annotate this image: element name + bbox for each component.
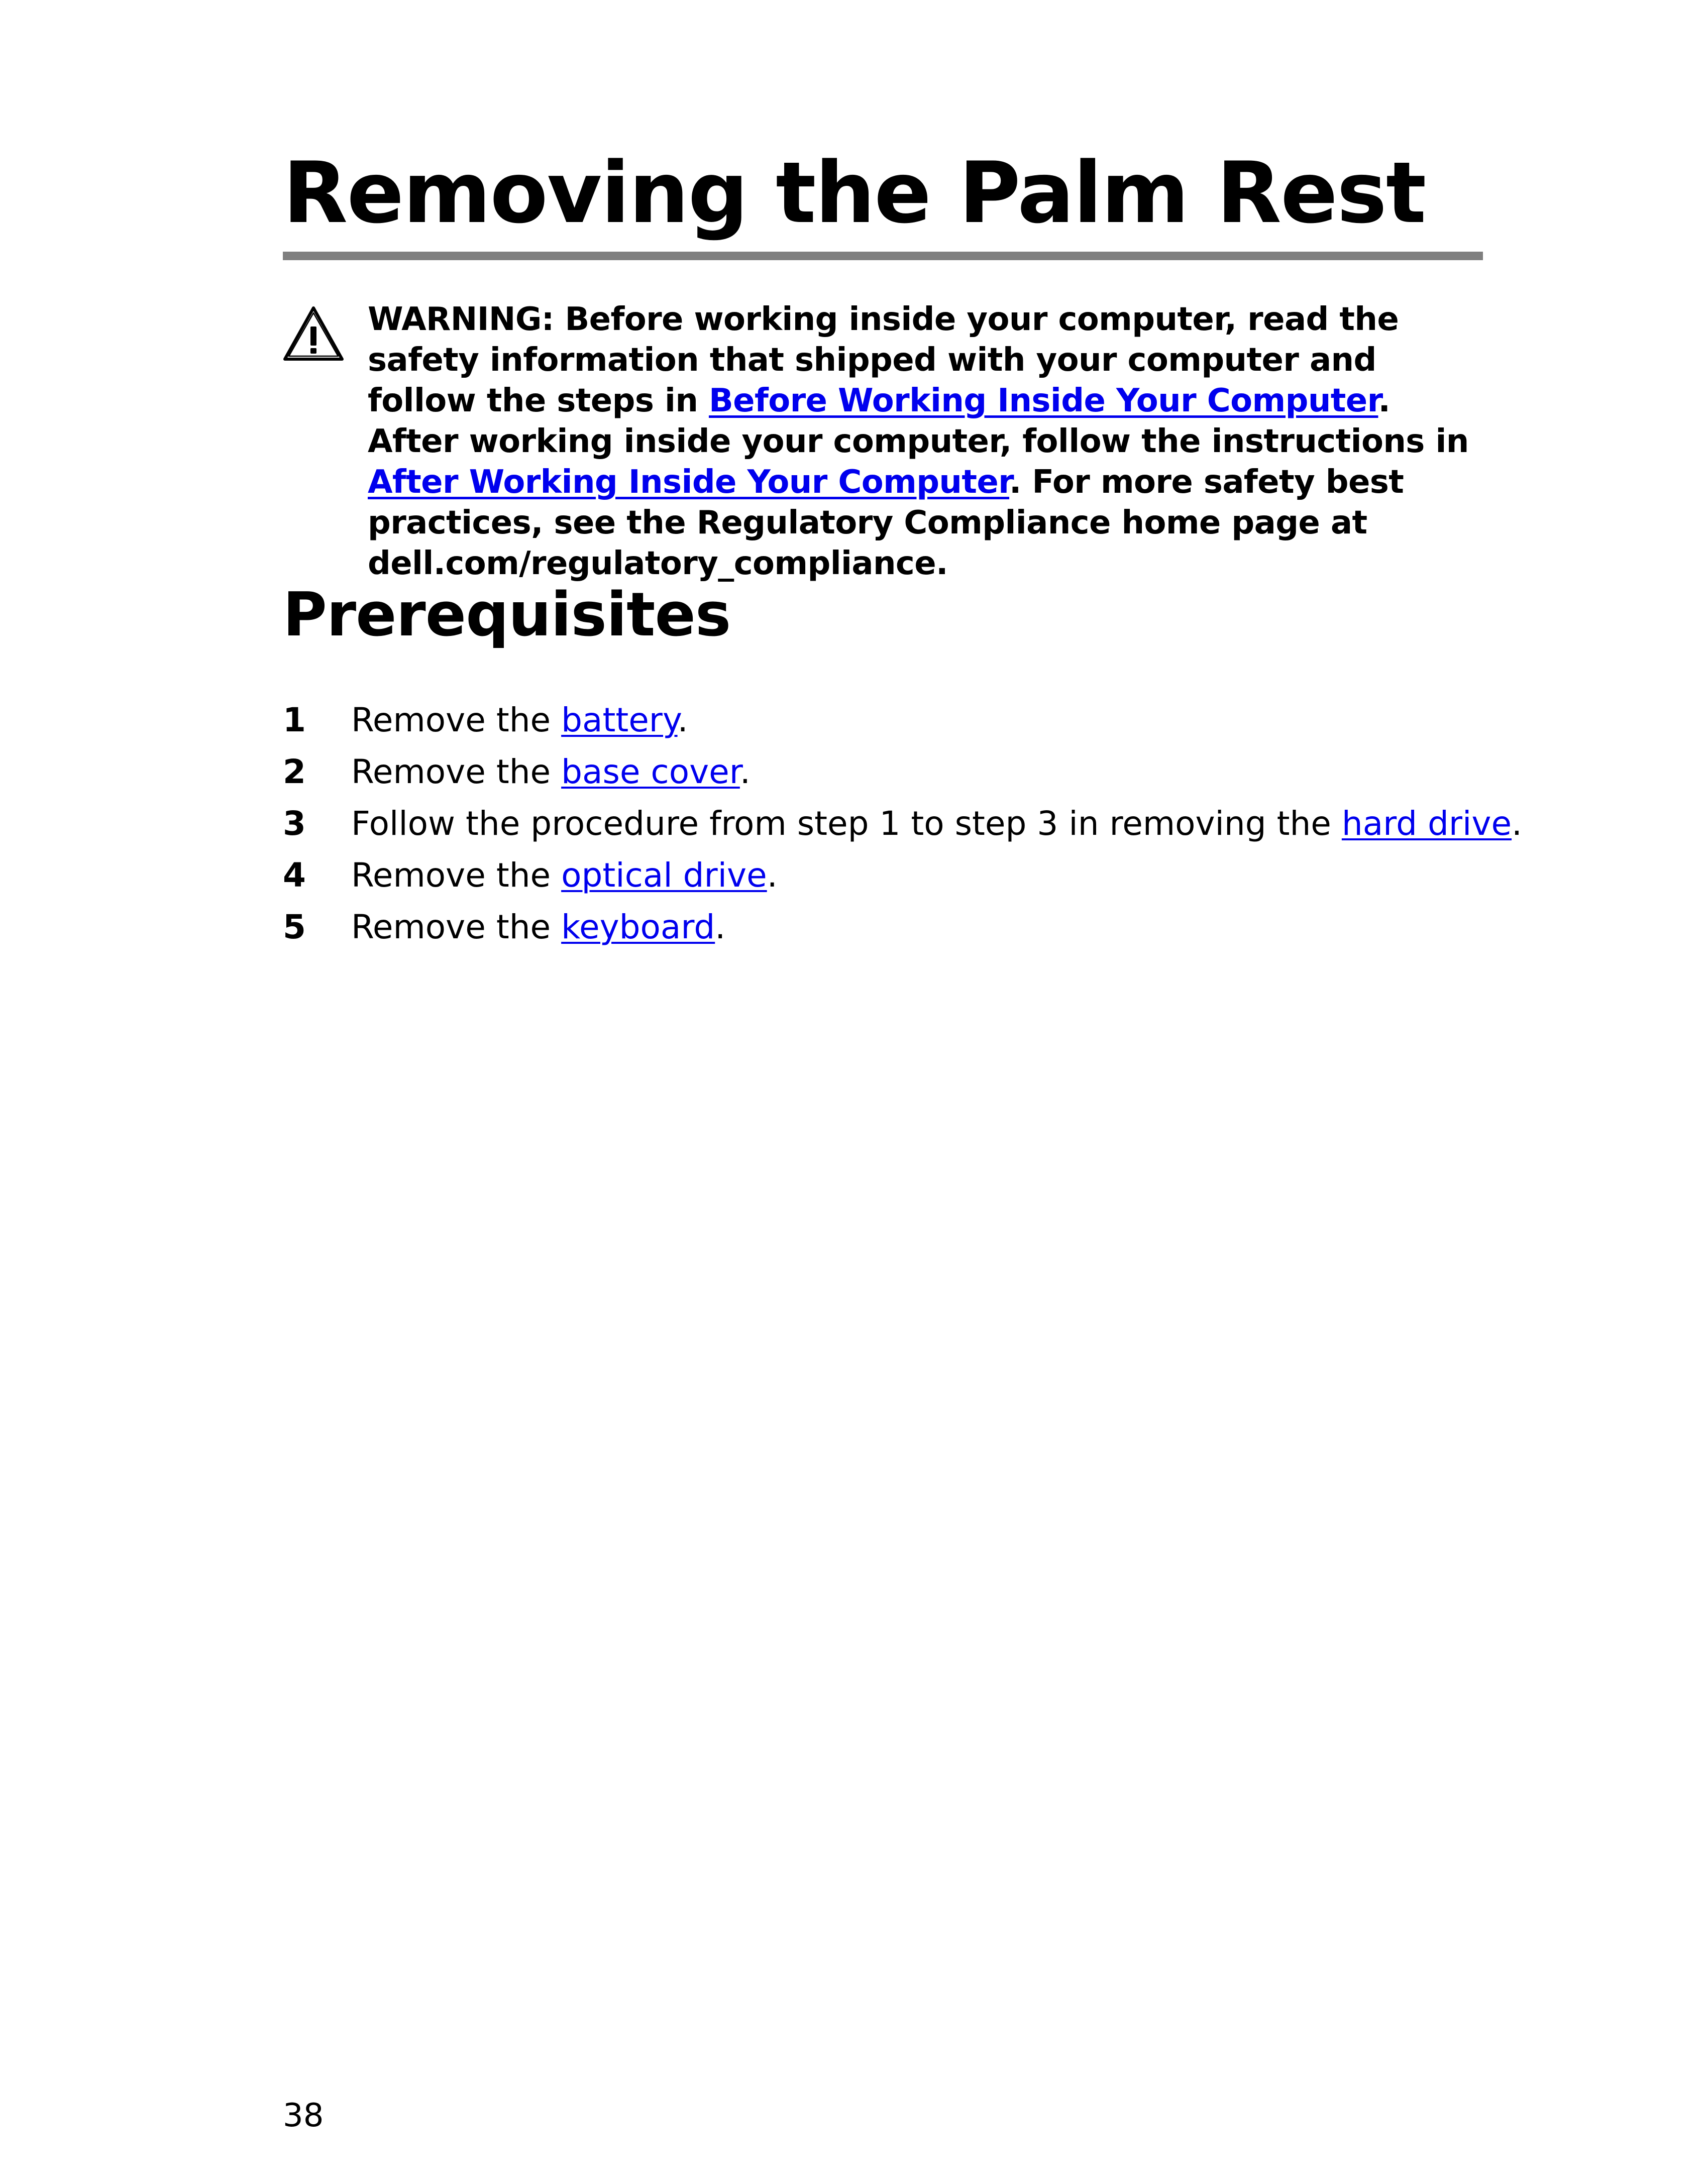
step-number: 3 xyxy=(283,804,306,843)
keyboard-link[interactable]: keyboard xyxy=(561,908,715,946)
before-working-link[interactable]: Before Working Inside Your Computer xyxy=(708,382,1378,419)
prerequisites-heading: Prerequisites xyxy=(283,580,731,650)
warning-triangle-icon xyxy=(282,304,345,363)
list-item xyxy=(283,694,1522,746)
step-suffix: . xyxy=(677,701,688,739)
step-suffix: . xyxy=(715,908,726,946)
step-text: Remove the xyxy=(351,856,562,895)
warning-text-part: WARNING: Before working inside your computer, read the safety information that shipped with your computer and follow the steps in xyxy=(368,301,1399,419)
warning-text xyxy=(368,299,1488,584)
warning-text-part: . After working inside your computer, follow the instructions in xyxy=(368,382,1469,460)
page-number: 38 xyxy=(283,2097,324,2134)
optical-drive-link[interactable]: optical drive xyxy=(561,856,767,895)
step-number: 4 xyxy=(283,856,306,895)
step-number: 2 xyxy=(283,752,306,791)
list-item xyxy=(283,901,1522,953)
page-title: Removing the Palm Rest xyxy=(283,144,1426,242)
hard-drive-link[interactable]: hard drive xyxy=(1341,804,1512,843)
title-rule xyxy=(283,252,1483,260)
base-cover-link[interactable]: base cover xyxy=(561,752,740,791)
step-text: Follow the procedure from step 1 to step 3 in removing the xyxy=(351,804,1342,843)
prerequisites-list xyxy=(283,694,1522,953)
battery-link[interactable]: battery xyxy=(561,701,678,739)
step-text: Remove the xyxy=(351,701,562,739)
step-number: 1 xyxy=(283,701,306,739)
list-item xyxy=(283,746,1522,798)
after-working-link[interactable]: After Working Inside Your Computer xyxy=(368,464,1010,501)
step-number: 5 xyxy=(283,908,306,946)
list-item xyxy=(283,849,1522,901)
step-suffix: . xyxy=(1512,804,1523,843)
step-text: Remove the xyxy=(351,908,562,946)
list-item xyxy=(283,798,1522,849)
warning-text-part: . For more safety best practices, see the Regulatory Compliance home page at dell.com/regulatory_compliance. xyxy=(368,464,1404,582)
step-suffix: . xyxy=(767,856,778,895)
step-text: Remove the xyxy=(351,752,562,791)
step-suffix: . xyxy=(739,752,751,791)
